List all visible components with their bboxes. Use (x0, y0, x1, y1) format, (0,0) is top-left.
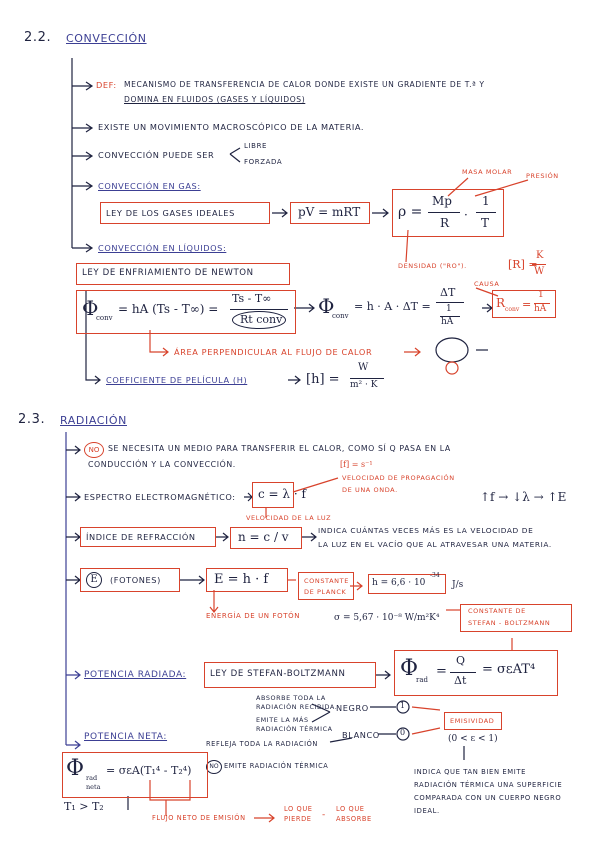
h-value: h = 6,6 · 10 (372, 578, 426, 588)
conv-eq: = hA (Ts - T∞) = (118, 302, 219, 316)
no-emite-text: EMITE RADIACIÓN TÉRMICA (224, 762, 329, 770)
w-unit: W (534, 266, 545, 277)
section-title: RADIACIÓN (60, 414, 127, 427)
sigma-value: σ = 5,67 · 10⁻⁸ W/m²K⁴ (334, 613, 440, 623)
emite-2: RADIACIÓN TÉRMICA (256, 725, 333, 733)
phi-conv: Φ (82, 296, 99, 320)
one-num: 1 (446, 304, 452, 314)
phi-neta: Φ (66, 756, 85, 781)
puede-ser-text: CONVECCIÓN PUEDE SER (98, 150, 215, 160)
t-text: T (481, 216, 490, 230)
fraction-bar (476, 212, 496, 213)
m2k-den: m² · K (350, 380, 378, 390)
indica-emite-4: IDEAL. (414, 807, 440, 815)
indica-line-1: INDICA CUÁNTAS VECES MÁS ES LA VELOCIDAD DE (318, 526, 534, 535)
liq-title: CONVECCIÓN EN LÍQUIDOS: (98, 243, 227, 253)
indica-emite-2: RADIACIÓN TÉRMICA UNA SUPERFICIE (414, 781, 563, 789)
pierde-2: PIERDE (284, 815, 312, 823)
ley-gases-text: LEY DE LOS GASES IDEALES (106, 208, 235, 218)
range-text: (0 < ε < 1) (448, 734, 498, 744)
flujo-neto: FLUJO NETO DE EMISIÓN (152, 814, 246, 822)
fraction-bar (450, 672, 476, 673)
absorbe-1: ABSORBE TODA LA (256, 694, 326, 702)
newton-text: LEY DE ENFRIAMIENTO DE NEWTON (82, 268, 254, 278)
r-text: R (440, 216, 450, 230)
absorbe-2: RADIACIÓN RECIBIDA. (256, 703, 338, 711)
phi-conv-2: Φ (318, 294, 335, 318)
macro-text: EXISTE UN MOVIMIENTO MACROSCÓPICO DE LA MATERIA. (98, 122, 365, 132)
dt-den: Δt (454, 674, 467, 687)
h-unit: J/s (452, 580, 464, 590)
no-circle: NO (84, 442, 104, 458)
fraction-bar (428, 212, 460, 213)
coef-text: COEFICIENTE DE PELÍCULA (H) (106, 375, 248, 385)
rconv-ha: hA (534, 304, 547, 314)
phi-neta-sub-2: neta (86, 783, 101, 791)
e-circle: E (86, 572, 102, 588)
section-number: 2.3. (18, 412, 46, 427)
dot-sep: · (464, 208, 468, 222)
h-exp: -34 (430, 572, 440, 579)
rconv-label: R (496, 296, 506, 310)
rt-conv: Rt conv (240, 313, 283, 326)
h-units: [h] = (306, 372, 340, 387)
ha-den: hA (441, 317, 454, 327)
causa-label: CAUSA (474, 280, 500, 288)
indice-text: ÍNDICE DE REFRACCIÓN (86, 532, 196, 542)
minus-sign: - (322, 810, 326, 820)
blanco-label: BLANCO (342, 730, 380, 740)
espectro-text: ESPECTRO ELECTROMAGNÉTICO: (84, 492, 236, 502)
fraction-bar (230, 309, 288, 310)
fotones-text: (FOTONES) (110, 575, 161, 585)
presion-label: PRESIÓN (526, 172, 559, 180)
neta-eq: = σεA(T₁⁴ - T₂⁴) (106, 764, 192, 777)
gas-title: CONVECCIÓN EN GAS: (98, 181, 201, 191)
q-num: Q (456, 654, 466, 667)
c-equation: c = λ · f (258, 487, 306, 501)
phi-conv-sub-2: conv (332, 312, 349, 320)
masa-molar-label: MASA MOLAR (462, 168, 513, 176)
rconv-one: 1 (538, 290, 544, 300)
forzada-label: FORZADA (244, 158, 283, 166)
def-line-1: MECANISMO DE TRANSFERENCIA DE CALOR DONDE EXISTE UN GRADIENTE DE T.ª Y (124, 80, 485, 89)
mp-text: Mp (432, 194, 452, 208)
ts-too: Ts - T∞ (232, 292, 272, 305)
dt-num: ΔT (440, 286, 456, 299)
w-num: W (358, 362, 369, 373)
e-equation: E = h · f (214, 572, 269, 587)
phi-rad: Φ (400, 656, 419, 681)
absorbe-4: ABSORBE (336, 815, 372, 823)
one-circle: 1 (400, 701, 406, 710)
phi-conv-sub: conv (96, 314, 113, 322)
fraction-bar (436, 302, 464, 303)
n-equation: n = c / v (238, 530, 289, 544)
refleja-text: REFLEJA TODA LA RADIACIÓN (206, 740, 318, 748)
def-line-2: DOMINA EN FLUIDOS (GASES Y LÍQUIDOS) (124, 95, 306, 104)
vel-luz-label: VELOCIDAD DE LA LUZ (246, 514, 332, 522)
emite-1: EMITE LA MÁS (256, 716, 309, 724)
zero-circle: 0 (400, 728, 406, 737)
libre-label: LIBRE (244, 142, 268, 150)
rho-symbol: ρ = (398, 204, 423, 220)
fraction-bar (350, 378, 384, 379)
pv-equation: pV = mRT (298, 205, 361, 219)
planck-1: CONSTANTE (304, 577, 349, 585)
one-text: 1 (482, 194, 490, 208)
energia-label: ENERGÍA DE UN FOTÓN (206, 612, 301, 620)
r-units: [R] = (508, 258, 538, 271)
phi-rad-sub: rad (416, 676, 429, 684)
hadt-eq: = h · A · ΔT = (354, 300, 431, 313)
section-title: CONVECCIÓN (66, 32, 147, 45)
absorbe-3: LO QUE (336, 805, 365, 813)
indica-emite-3: COMPARADA CON UN CUERPO NEGRO (414, 794, 562, 802)
pierde-1: LO QUE (284, 805, 313, 813)
rconv-eq: = (522, 298, 532, 311)
area-text: ÁREA PERPENDICULAR AL FLUJO DE CALOR (174, 347, 373, 357)
indica-emite-1: INDICA QUE TAN BIEN EMITE (414, 768, 526, 776)
eq-sign: = (436, 664, 447, 679)
section-number: 2.2. (24, 30, 52, 45)
negro-label: NEGRO (336, 703, 369, 713)
t1-t2: T₁ > T₂ (64, 800, 104, 813)
no-line-2: CONDUCCIÓN Y LA CONVECCIÓN. (88, 460, 236, 469)
emisividad-label: EMISIVIDAD (450, 717, 495, 725)
ley-sb-text: LEY DE STEFAN-BOLTZMANN (210, 669, 346, 679)
vel-prop-2: DE UNA ONDA. (342, 486, 398, 494)
planck-2: DE PLANCK (304, 588, 347, 596)
no-circle-2: NO (206, 760, 222, 774)
def-label: DEF: (96, 80, 117, 90)
relation-text: ↑f → ↓λ → ↑E (480, 490, 567, 504)
sigma-eq: = σεAT⁴ (482, 662, 536, 677)
stefan-const-1: CONSTANTE DE (468, 607, 526, 615)
freq-units: [f] = s⁻¹ (340, 460, 373, 469)
pot-rad-title: POTENCIA RADIADA: (84, 670, 187, 680)
no-line-1: SE NECESITA UN MEDIO PARA TRANSFERIR EL CALOR, COMO SÍ Q PASA EN LA (108, 444, 451, 453)
pot-neta-title: POTENCIA NETA: (84, 732, 168, 742)
fraction-bar (532, 264, 546, 265)
stefan-const-2: STEFAN - BOLTZMANN (468, 619, 551, 627)
k-unit: K (536, 250, 544, 261)
vel-prop-1: VELOCIDAD DE PROPAGACIÓN (342, 474, 455, 482)
rconv-sub: conv (505, 306, 520, 313)
densidad-label: DENSIDAD ("RO"). (398, 262, 467, 270)
indica-line-2: LA LUZ EN EL VACÍO QUE AL ATRAVESAR UNA MATERIA. (318, 540, 552, 549)
phi-neta-sub-1: rad (86, 774, 98, 782)
